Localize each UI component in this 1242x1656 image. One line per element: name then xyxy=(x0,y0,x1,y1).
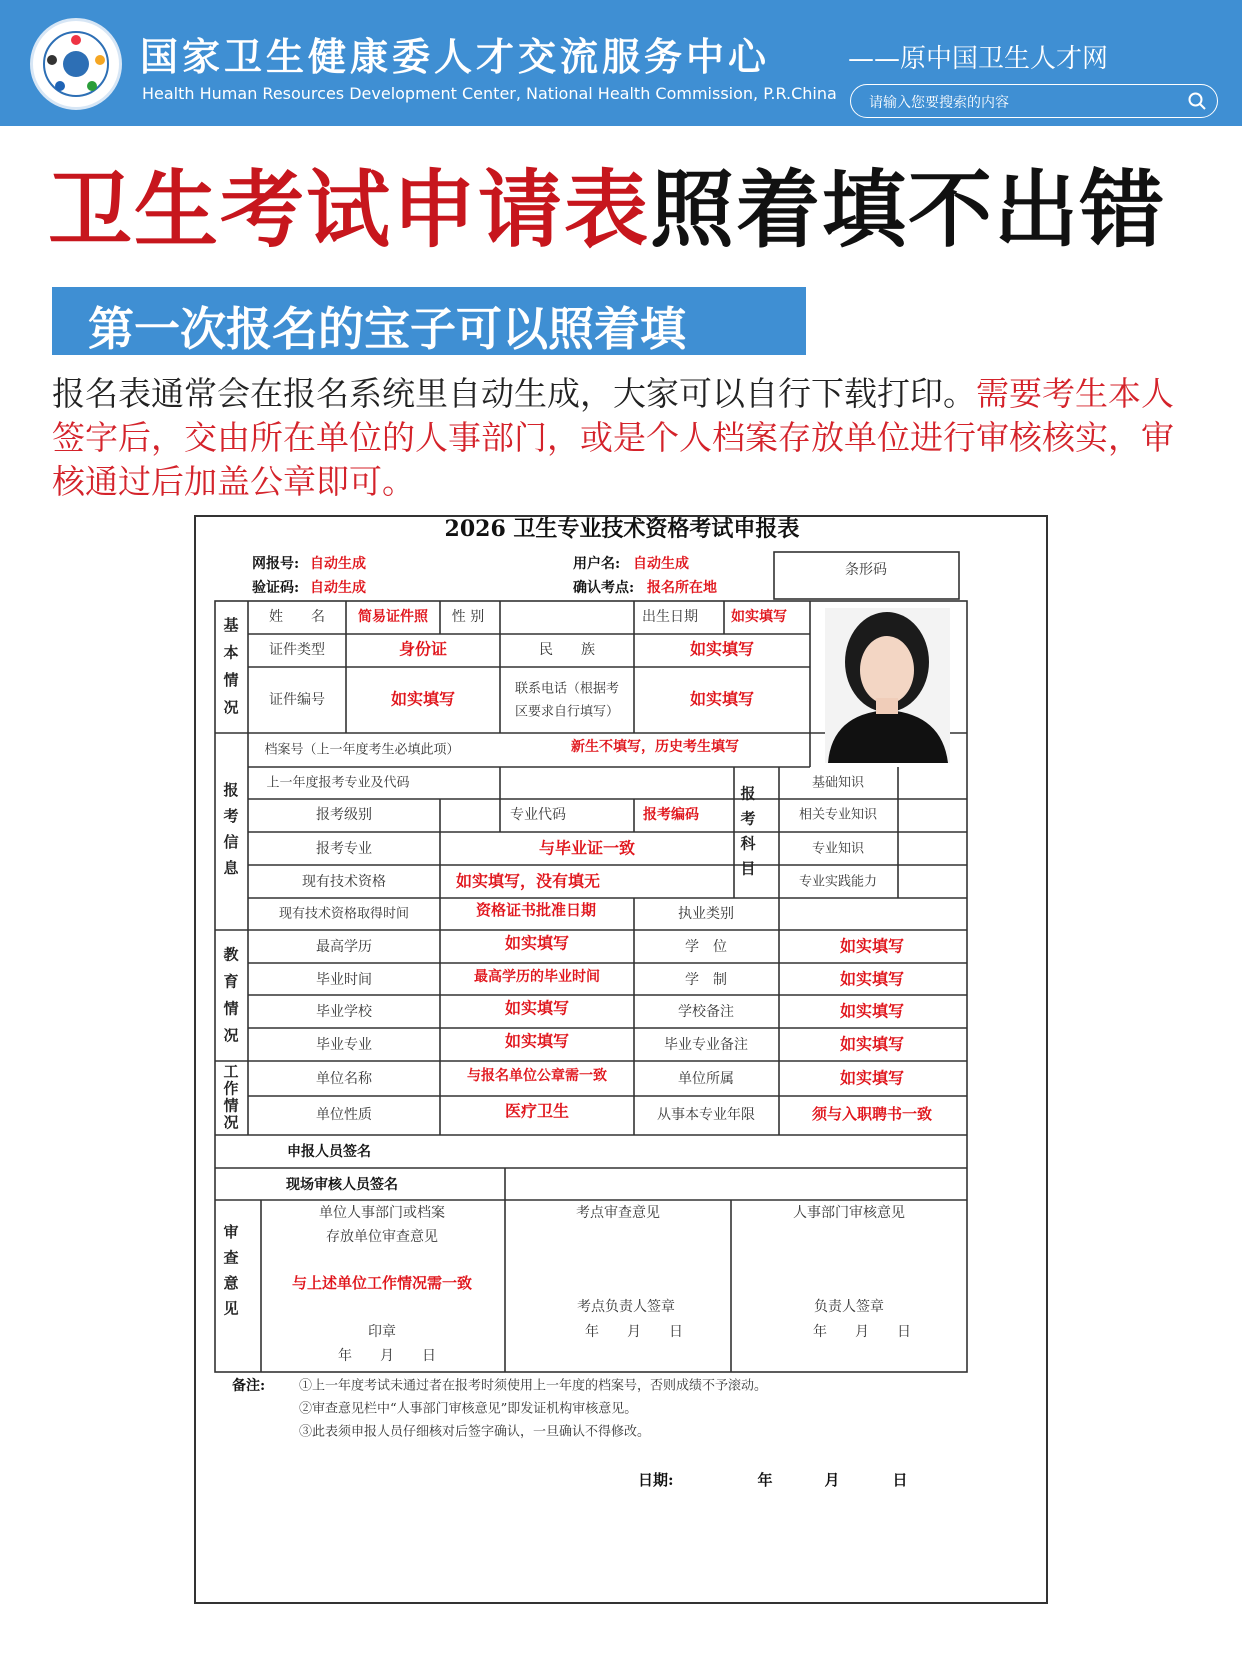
form-value: 与毕业证一致 xyxy=(538,838,636,858)
logo-figure-black xyxy=(47,55,57,65)
reviewer-sign-label: 现场审核人员签名 xyxy=(286,1177,398,1193)
form-value: 与报名单位公章需一致 xyxy=(467,1068,607,1084)
net-no-label: 网报号: xyxy=(252,556,300,572)
page-headline xyxy=(48,160,1166,260)
section-work: 工 xyxy=(223,1062,239,1081)
form-label: 性 别 xyxy=(451,609,485,625)
form-value: 如实填写 xyxy=(839,1068,905,1088)
form-label: 报考专业 xyxy=(316,841,372,857)
logo-figure-green xyxy=(87,81,97,91)
form-label: 印章 xyxy=(368,1324,396,1340)
form-value: 身份证 xyxy=(398,639,448,659)
section-apply: 考 xyxy=(223,807,239,825)
form-value: 新生不填写，历史考生填写 xyxy=(571,739,739,755)
form-label: 毕业学校 xyxy=(316,1004,372,1020)
form-label: 报考级别 xyxy=(316,807,372,823)
footer-month: 月 xyxy=(824,1471,840,1489)
footer-date-label: 日期: xyxy=(638,1471,674,1489)
form-label: 档案号（上一年度考生必填此项） xyxy=(264,742,460,758)
search-icon[interactable] xyxy=(1187,91,1207,111)
footer-day: 日 xyxy=(892,1471,908,1489)
section-review: 意 xyxy=(223,1273,239,1292)
banner-text: 第一次报名的宝子可以照着填 xyxy=(88,302,686,356)
org-name-cn: 国家卫生健康委人才交流服务中心 xyxy=(140,35,771,79)
form-label: 学 位 xyxy=(685,939,727,955)
form-value: 如实填写 xyxy=(689,689,755,709)
section-review: 审 xyxy=(223,1222,239,1241)
form-label: 毕业时间 xyxy=(316,972,372,988)
subject-label: 专业知识 xyxy=(811,841,865,857)
section-edu: 情 xyxy=(223,999,239,1018)
section-apply: 息 xyxy=(223,859,239,877)
section-basic: 况 xyxy=(223,698,239,717)
search-placeholder: 请输入您要搜索的内容 xyxy=(869,95,1009,111)
form-label: 学 制 xyxy=(685,972,727,988)
form-value: 须与入职聘书一致 xyxy=(811,1105,933,1123)
intro-paragraph xyxy=(52,372,1202,504)
form-value: 如实填写 xyxy=(839,1034,905,1054)
form-value: 如实填写 xyxy=(689,639,755,659)
user-value: 自动生成 xyxy=(633,556,689,572)
form-label: 人事部门审核意见 xyxy=(793,1205,905,1221)
logo-figure-orange xyxy=(95,55,105,65)
form-label: 单位所属 xyxy=(678,1071,734,1087)
logo-figure-blue xyxy=(55,81,65,91)
form-value: 资格证书批准日期 xyxy=(475,901,597,919)
intro-normal: 报名表通常会在报名系统里自动生成，大家可以自行下载打印。 xyxy=(52,374,976,413)
form-label: 证件编号 xyxy=(269,692,325,708)
form-label: 民 族 xyxy=(539,642,595,658)
verify-label: 验证码: xyxy=(252,580,300,596)
form-label: 联系电话（根据考 xyxy=(514,681,620,697)
logo-globe xyxy=(63,51,89,77)
form-label: 考点负责人签章 xyxy=(577,1299,675,1315)
section-work: 况 xyxy=(223,1113,239,1132)
note-item: ②审查意见栏中“人事部门审核意见”即发证机构审核意见。 xyxy=(299,1401,638,1417)
form-value: 如实填写 xyxy=(839,969,905,989)
logo-figure-red xyxy=(71,35,81,45)
verify-value: 自动生成 xyxy=(310,580,366,596)
section-apply: 报 xyxy=(223,781,239,799)
net-no-value: 自动生成 xyxy=(310,556,366,572)
section-subjects: 考 xyxy=(740,809,756,828)
subject-label: 专业实践能力 xyxy=(798,874,878,890)
header-subtitle: ——原中国卫生人才网 xyxy=(848,44,1109,74)
form-label: 存放单位审查意见 xyxy=(326,1229,438,1245)
form-label: 单位人事部门或档案 xyxy=(319,1205,445,1221)
section-subjects: 目 xyxy=(740,859,756,878)
form-label: 姓 名 xyxy=(269,609,325,625)
form-label: 区要求自行填写） xyxy=(514,704,620,720)
form-value: 如实填写 xyxy=(504,998,570,1018)
form-label: 现有技术资格 xyxy=(302,874,386,890)
section-basic: 情 xyxy=(223,670,239,689)
section-work: 情 xyxy=(223,1096,239,1115)
form-value: 如实填写 xyxy=(504,1031,570,1051)
section-review: 查 xyxy=(223,1248,239,1267)
form-value: 如实填写 xyxy=(731,609,787,625)
section-edu: 育 xyxy=(223,972,239,991)
form-value: 如实填写 xyxy=(390,689,456,709)
section-basic: 基 xyxy=(223,615,239,634)
search-input[interactable] xyxy=(850,84,1218,118)
section-subjects: 报 xyxy=(740,784,756,803)
form-label: 专业代码 xyxy=(510,807,566,823)
form-label: 从事本专业年限 xyxy=(657,1107,755,1123)
form-label: 出生日期 xyxy=(642,609,698,625)
site-header xyxy=(0,0,1242,126)
site-logo[interactable] xyxy=(30,18,122,110)
headline-black: 照着填不出错 xyxy=(650,161,1167,259)
footer-year: 年 xyxy=(757,1471,773,1489)
form-label: 考点审查意见 xyxy=(576,1205,660,1221)
form-label: 执业类别 xyxy=(678,906,734,922)
subject-label: 相关专业知识 xyxy=(798,807,878,823)
form-label: 毕业专业 xyxy=(316,1037,372,1053)
applicant-sign-label: 申报人员签名 xyxy=(287,1144,371,1160)
section-review: 见 xyxy=(223,1299,239,1318)
site-value: 报名所在地 xyxy=(647,580,717,596)
section-apply: 信 xyxy=(223,833,239,851)
form-value: 如实填写 xyxy=(504,933,570,953)
form-label: 证件类型 xyxy=(269,642,325,658)
applicant-photo xyxy=(825,608,950,763)
form-value: 如实填写 xyxy=(839,1001,905,1021)
form-label: 上一年度报考专业及代码 xyxy=(266,775,410,791)
form-label: 年 月 日 xyxy=(813,1324,911,1340)
form-label: 现有技术资格取得时间 xyxy=(278,906,410,922)
intro-red: 需要考生本人签字后，交由所在单位的人事部门，或是个人档案存放单位进行审核核实，审核通过后加盖公章即可。 xyxy=(52,374,1174,501)
section-work: 作 xyxy=(223,1079,239,1098)
form-value: 与上述单位工作情况需一致 xyxy=(291,1274,473,1292)
subject-label: 基础知识 xyxy=(811,775,865,791)
headline-red: 卫生考试申请表 xyxy=(48,161,651,259)
form-value: 医疗卫生 xyxy=(504,1101,570,1121)
form-label: 单位名称 xyxy=(316,1071,372,1087)
note-item: ①上一年度考试未通过者在报考时须使用上一年度的档案号，否则成绩不予滚动。 xyxy=(299,1378,768,1394)
org-name-en: Health Human Resources Development Center, National Health Commission, P.R.China xyxy=(142,84,837,103)
form-value: 报考编码 xyxy=(643,807,699,823)
section-banner xyxy=(52,287,806,355)
note-item: ③此表须申报人员仔细核对后签字确认，一旦确认不得修改。 xyxy=(299,1424,651,1440)
section-edu: 况 xyxy=(223,1026,239,1045)
barcode-label: 条形码 xyxy=(845,562,887,578)
application-form xyxy=(194,515,1048,1604)
form-value: 如实填写 xyxy=(839,936,905,956)
form-label: 学校备注 xyxy=(678,1004,734,1020)
user-label: 用户名: xyxy=(573,556,621,572)
form-value: 如实填写，没有填无 xyxy=(455,871,601,891)
form-value: 最高学历的毕业时间 xyxy=(474,969,600,985)
form-label: 年 月 日 xyxy=(585,1324,683,1340)
section-edu: 教 xyxy=(223,945,239,964)
form-drawing xyxy=(196,517,1046,1602)
site-label: 确认考点: xyxy=(573,580,635,596)
form-title: 2026 卫生专业技术资格考试申报表 xyxy=(444,517,800,542)
form-label: 毕业专业备注 xyxy=(664,1037,748,1053)
form-value: 简易证件照 xyxy=(358,609,428,625)
notes-label: 备注: xyxy=(232,1378,266,1394)
form-label: 单位性质 xyxy=(316,1107,372,1123)
form-label: 最高学历 xyxy=(316,939,372,955)
form-label: 负责人签章 xyxy=(814,1299,884,1315)
form-label: 年 月 日 xyxy=(338,1348,436,1364)
section-subjects: 科 xyxy=(740,834,756,853)
section-basic: 本 xyxy=(223,643,239,662)
